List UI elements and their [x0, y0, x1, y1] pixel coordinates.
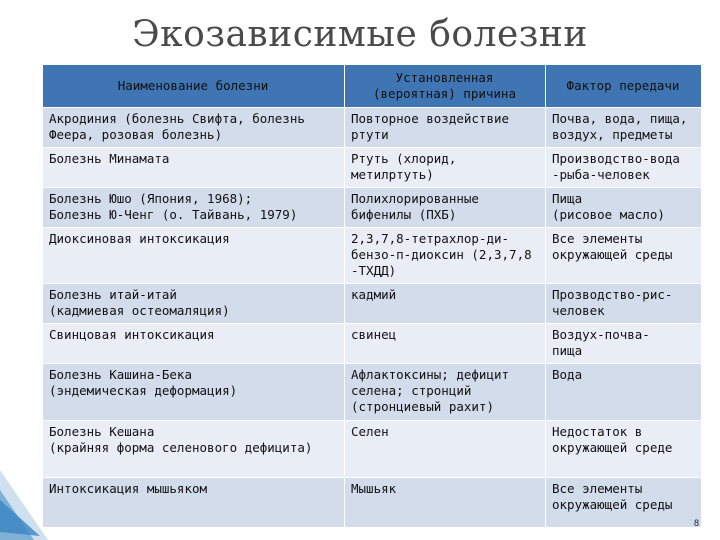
header-label: Установленная (вероятная) причина	[373, 70, 516, 101]
table-row	[43, 228, 702, 284]
disease-name-cell: Акродиния (болезнь Свифта, болезнь Феера, розовая болезнь)	[43, 108, 345, 148]
cause-cell: кадмий	[345, 284, 546, 324]
disease-name-cell: Болезнь Минамата	[43, 148, 345, 188]
transmission-cell: Пища (рисовое масло)	[546, 188, 702, 228]
transmission-cell: Недостаток в окружающей среде	[546, 421, 702, 478]
diseases-table	[42, 64, 702, 528]
table-row	[43, 364, 702, 421]
table-row	[43, 148, 702, 188]
disease-name-cell: Свинцовая интоксикация	[43, 324, 345, 364]
slide-title: Экозависимые болезни	[132, 14, 588, 55]
cause-cell: свинец	[345, 324, 546, 364]
cause-cell: Полихлорированные бифенилы (ПХБ)	[345, 188, 546, 228]
header-label: Фактор передачи	[566, 78, 680, 93]
disease-name-cell: Болезнь Юшо (Япония, 1968); Болезнь Ю-Ченг (о. Тайвань, 1979)	[43, 188, 345, 228]
transmission-cell: Производство-вода -рыба-человек	[546, 148, 702, 188]
transmission-cell: Прозводство-рис- человек	[546, 284, 702, 324]
transmission-cell: Воздух-почва- пища	[546, 324, 702, 364]
cause-cell: 2,3,7,8-тетрахлор-ди- бензо-п-диоксин (2,3,7,8 -ТХДД)	[345, 228, 546, 284]
header-cause	[345, 65, 546, 108]
disease-name-cell: Болезнь итай-итай (кадмиевая остеомаляция)	[43, 284, 345, 324]
cause-cell: Ртуть (хлорид, метилртуть)	[345, 148, 546, 188]
transmission-cell: Вода	[546, 364, 702, 421]
table-row	[43, 284, 702, 324]
table-row	[43, 324, 702, 364]
cause-cell: Мышьяк	[345, 478, 546, 528]
disease-name-cell: Диоксиновая интоксикация	[43, 228, 345, 284]
cause-cell: Афлактоксины; дефицит селена; стронций (стронциевый рахит)	[345, 364, 546, 421]
header-label: Наименование болезни	[117, 78, 269, 93]
disease-name-cell: Интоксикация мышьяком	[43, 478, 345, 528]
disease-name-cell: Болезнь Кашина-Бека (эндемическая деформация)	[43, 364, 345, 421]
transmission-cell: Все элементы окружающей среды	[546, 478, 702, 528]
table-row	[43, 421, 702, 478]
table-row	[43, 478, 702, 528]
table-header-row	[43, 65, 702, 108]
transmission-cell: Почва, вода, пища, воздух, предметы	[546, 108, 702, 148]
table-row	[43, 108, 702, 148]
cause-cell: Селен	[345, 421, 546, 478]
cause-cell: Повторное воздействие ртути	[345, 108, 546, 148]
transmission-cell: Все элементы окружающей среды	[546, 228, 702, 284]
header-disease-name	[43, 65, 345, 108]
page-number: 8	[694, 518, 700, 528]
table-row	[43, 188, 702, 228]
header-transmission-factor	[546, 65, 702, 108]
disease-name-cell: Болезнь Кешана (крайняя форма селенового дефицита)	[43, 421, 345, 478]
